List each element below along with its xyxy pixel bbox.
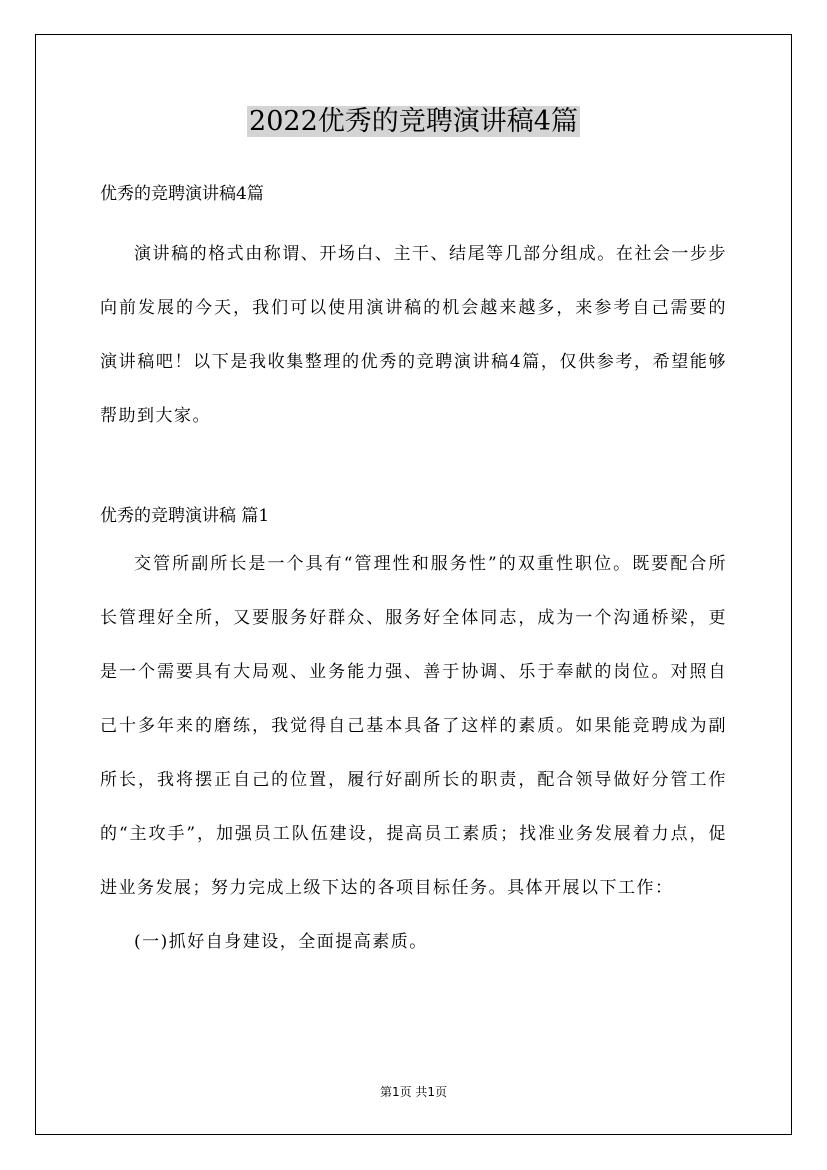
body-paragraph-1: 交管所副所长是一个具有“管理性和服务性”的双重性职位。既要配合所长管理好全所，又要服务好群众、服务好全体同志，成为一个沟通桥梁，更是一个需要具有大局观、业务能力强、善于协调、乐于奉献的岗位。对照自己十多年来的磨练，我觉得自己基本具备了这样的素质。如果能竞聘成为副所长，我将摆正自己的位置，履行好副所长的职责，配合领导做好分管工作的“主攻手”，加强员工队伍建设，提高员工素质；找准业务发展着力点，促进业务发展；努力完成上级下达的各项目标任务。具体开展以下工作： xyxy=(100,554,727,898)
subheading-intro: 优秀的竞聘演讲稿4篇 xyxy=(100,184,264,204)
list-item-1: (一)抓好自身建设，全面提高素质。 xyxy=(134,932,428,952)
document-title xyxy=(0,100,827,144)
subheading-part-1: 优秀的竞聘演讲稿 篇1 xyxy=(100,506,270,526)
document-title-text: 2022优秀的竞聘演讲稿4篇 xyxy=(249,106,578,137)
intro-paragraph: 演讲稿的格式由称谓、开场白、主干、结尾等几部分组成。在社会一步步向前发展的今天，我们可以使用演讲稿的机会越来越多，来参考自己需要的演讲稿吧！以下是我收集整理的优秀的竞聘演讲稿4篇，仅供参考，希望能够帮助到大家。 xyxy=(100,244,727,426)
page-footer: 第1页 共1页 xyxy=(379,1085,448,1099)
document-body xyxy=(100,175,727,969)
